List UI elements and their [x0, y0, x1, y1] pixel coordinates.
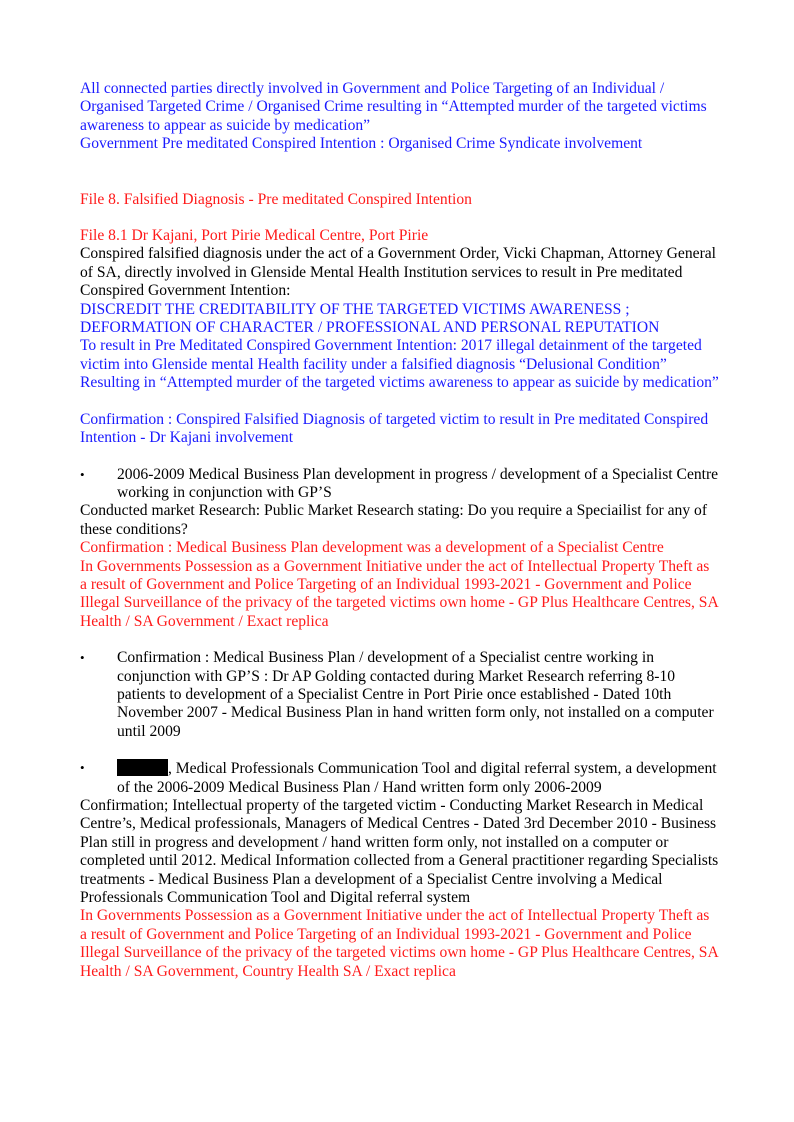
- file-8-1-heading: File 8.1 Dr Kajani, Port Pirie Medical Centre, Port Pirie: [80, 227, 429, 245]
- bullet-item-1: [80, 466, 720, 503]
- file-8-1-caps-line-2: DEFORMATION OF CHARACTER / PROFESSIONAL AND PERSONAL REPUTATION: [80, 319, 660, 337]
- spacer: [80, 154, 720, 191]
- file-8-1-confirmation: Confirmation : Conspired Falsified Diagnosis of targeted victim to result in Pre meditated Conspired Intention - Dr Kajani involvement: [80, 410, 709, 447]
- bullet-3-line: [117, 759, 720, 797]
- document-page: [80, 80, 720, 981]
- redaction-block: [117, 759, 168, 776]
- bullet-2-text: Confirmation : Medical Business Plan / development of a Specialist centre working in conjunction with GP’S : Dr AP Golding contacted during Market Research referring 8-10 patients to development of a Specialist Centre in Port Pirie once established - Dated 10th November 2007 - Medical Business Plan in hand written form only, not installed on a computer until 2009: [117, 649, 714, 740]
- bullet-1-research: Conducted market Research: Public Market Research stating: Do you require a Speciailist for any of these conditions?: [80, 502, 708, 538]
- bullet-1-confirmation: Confirmation : Medical Business Plan development was a development of a Specialist Centre: [80, 539, 664, 557]
- spacer: [80, 448, 720, 466]
- file-8-1-caps-line-1: DISCREDIT THE CREDITABILITY OF THE TARGETED VICTIMS AWARENESS ;: [80, 300, 630, 318]
- bullet-1-text: 2006-2009 Medical Business Plan development in progress / development of a Specialist Centre working in conjunction with GP’S: [117, 465, 719, 501]
- spacer: [80, 209, 720, 227]
- bullet-icon: [80, 466, 117, 484]
- bullet-item-2: [80, 649, 720, 741]
- bullet-1-possession: In Governments Possession as a Government Initiative under the act of Intellectual Property Theft as a result of Government and Police Targeting of an Individual 1993-2021 - Government and Police Illegal Surveillance of the privacy of the targeted victims own home - GP Plus Healthcare Centres, SA Health / SA Government / Exact replica: [80, 557, 718, 630]
- bullet-3-confirmation: Confirmation; Intellectual property of the targeted victim - Conducting Market Research in Medical Centre’s, Medical professionals, Managers of Medical Centres - Dated 3rd December 2010 - Business Plan still in progress and development / hand written form only, not installed on a computer or completed until 2012. Medical Information collected from a General practitioner regarding Specialists treatments - Medical Business Plan a development of a Specialist Centre involving a Medical Professionals Communication Tool and Digital referral system: [80, 797, 719, 907]
- spacer: [80, 393, 720, 411]
- file-8-1-result-1: To result in Pre Meditated Conspired Government Intention: 2017 illegal detainment of the targeted victim into Glenside mental Health facility under a falsified diagnosis “Delusional Condition”: [80, 337, 702, 373]
- file-8-1-result-2: Resulting in “Attempted murder of the targeted victims awareness to appear as suicide by medication”: [80, 374, 719, 392]
- file-8-heading: File 8. Falsified Diagnosis - Pre meditated Conspired Intention: [80, 190, 472, 208]
- bullet-item-3: [80, 759, 720, 797]
- intro-paragraph: All connected parties directly involved in Government and Police Targeting of an Individual / Organised Targeted Crime / Organised Crime resulting in “Attempted murder of the targeted victims awareness to appear as suicide by medication”: [80, 80, 707, 134]
- intro-conspired-intention: Government Pre meditated Conspired Intention : Organised Crime Syndicate involvement: [80, 135, 643, 153]
- spacer: [80, 741, 720, 759]
- bullet-icon: [80, 759, 117, 777]
- bullet-icon: [80, 649, 117, 667]
- bullet-3-possession: In Governments Possession as a Government Initiative under the act of Intellectual Property Theft as a result of Government and Police Targeting of an Individual 1993-2021 - Government and Police Illegal Surveillance of the privacy of the targeted victims own home - GP Plus Healthcare Centres, SA Health / SA Government, Country Health SA / Exact replica: [80, 907, 718, 980]
- spacer: [80, 631, 720, 649]
- bullet-3-text: , Medical Professionals Communication Tool and digital referral system, a development of the 2006-2009 Medical Business Plan / Hand written form only 2006-2009: [117, 760, 717, 796]
- file-8-1-body: Conspired falsified diagnosis under the act of a Government Order, Vicki Chapman, Attorney General of SA, directly involved in Glenside Mental Health Institution services to result in Pre meditated Conspired Government Intention:: [80, 245, 717, 300]
